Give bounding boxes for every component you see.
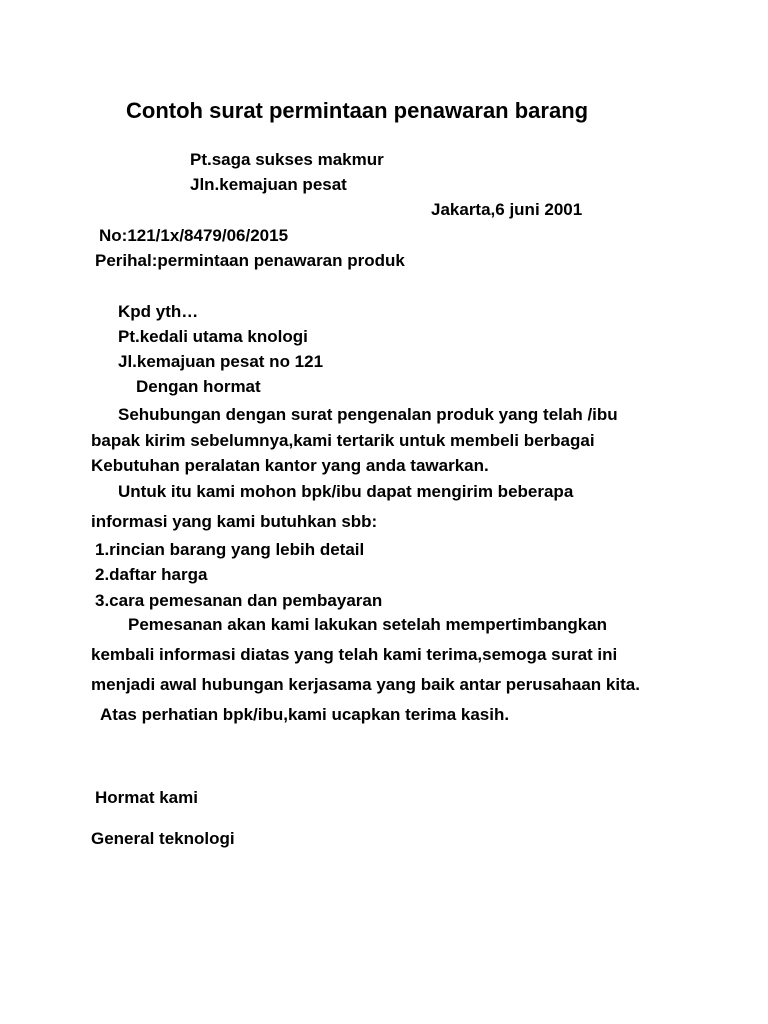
letter-title: Contoh surat permintaan penawaran barang	[126, 98, 589, 123]
sender-company: Pt.saga sukses makmur	[190, 150, 384, 169]
signatory: General teknologi	[91, 829, 235, 848]
place-date: Jakarta,6 juni 2001	[431, 200, 583, 219]
body-paragraph-1-line-1: Sehubungan dengan surat pengenalan produk yang telah /ibu	[118, 405, 618, 424]
body-paragraph-1-line-2: bapak kirim sebelumnya,kami tertarik untuk membeli berbagai	[91, 431, 595, 450]
closing-line: Atas perhatian bpk/ibu,kami ucapkan terima kasih.	[100, 705, 510, 724]
letter-number: No:121/1x/8479/06/2015	[99, 226, 289, 245]
sender-address: Jln.kemajuan pesat	[190, 175, 347, 194]
recipient-company: Pt.kedali utama knologi	[118, 327, 308, 346]
list-item-3: 3.cara pemesanan dan pembayaran	[95, 591, 383, 610]
recipient-salutation: Kpd yth…	[118, 302, 199, 321]
body-paragraph-3-line-1: Pemesanan akan kami lakukan setelah mempertimbangkan	[128, 615, 608, 634]
body-paragraph-1-line-3: Kebutuhan peralatan kantor yang anda tawarkan.	[91, 456, 489, 475]
body-paragraph-2-line-1: Untuk itu kami mohon bpk/ibu dapat mengirim beberapa	[118, 482, 574, 501]
body-paragraph-3-line-3: menjadi awal hubungan kerjasama yang baik antar perusahaan kita.	[91, 675, 640, 694]
list-item-2: 2.daftar harga	[95, 565, 208, 584]
recipient-address: Jl.kemajuan pesat no 121	[118, 352, 324, 371]
list-item-1: 1.rincian barang yang lebih detail	[95, 540, 365, 559]
body-paragraph-3-line-2: kembali informasi diatas yang telah kami terima,semoga surat ini	[91, 645, 618, 664]
body-paragraph-2-line-2: informasi yang kami butuhkan sbb:	[91, 512, 378, 531]
sign-off: Hormat kami	[95, 788, 198, 807]
letter-subject: Perihal:permintaan penawaran produk	[95, 251, 405, 270]
greeting: Dengan hormat	[136, 377, 261, 396]
